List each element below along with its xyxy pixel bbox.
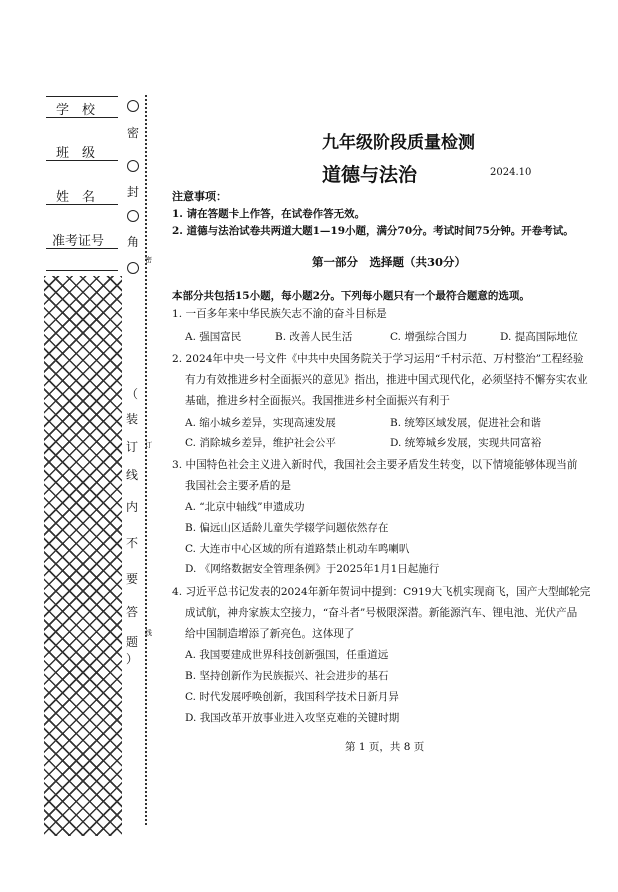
- binding-note-char: 要: [126, 572, 139, 586]
- binding-note-char: 线: [126, 468, 139, 482]
- question-3-stem: 我国社会主要矛盾的是: [185, 480, 291, 492]
- question-2-stem: 有力有效推进乡村全面振兴的意见》指出，推进中国式现代化，必须坚持不懈夯实农业: [185, 374, 588, 386]
- q1-option-d: D. 提高国际地位: [500, 331, 578, 343]
- exam-date: 2024.10: [490, 167, 532, 178]
- note-item: 2. 道德与法治试卷共两道大题1—19小题，满分70分。考试时间75分钟。开卷考试。: [172, 225, 574, 237]
- exam-number-field[interactable]: [46, 248, 118, 249]
- info-top-border: [46, 96, 118, 97]
- binding-note-char: 不: [126, 536, 139, 550]
- seal-circle: [127, 160, 139, 172]
- q4-option-b: B. 坚持创新作为民族振兴、社会进步的基石: [185, 670, 389, 682]
- q2-option-b: B. 统筹区域发展，促进社会和谐: [390, 417, 541, 429]
- q3-option-a: A. “北京中轴线”申遗成功: [185, 501, 305, 513]
- seal-char-feng: 封: [127, 185, 140, 199]
- note-item: 1. 请在答题卡上作答，在试卷作答无效。: [172, 208, 366, 220]
- seal-circle: [127, 100, 139, 112]
- question-3-stem: 3. 中国特色社会主义进入新时代，我国社会主要矛盾发生转变，以下情境能够体现当前: [172, 459, 578, 471]
- school-label: 学 校: [56, 103, 96, 118]
- q3-option-b: B. 偏远山区适龄儿童失学辍学问题依然存在: [185, 522, 389, 534]
- binding-note-char: 订: [126, 440, 139, 454]
- question-2-stem: 2. 2024年中央一号文件《中共中央国务院关于学习运用“千村示范、万村整治”工程经验: [172, 353, 584, 365]
- q1-option-a: A. 强国富民: [185, 331, 242, 343]
- section-title: 第一部分 选择题（共30分）: [312, 255, 467, 269]
- seal-char-jiao: 角: [127, 235, 140, 249]
- q4-option-d: D. 我国改革开放事业进入攻坚克难的关键时期: [185, 712, 400, 724]
- section-instruction: 本部分共包括15小题，每小题2分。下列每小题只有一个最符合题意的选项。: [172, 290, 530, 302]
- name-label: 姓 名: [56, 190, 96, 205]
- school-field[interactable]: [46, 117, 118, 118]
- q2-option-a: A. 缩小城乡差异，实现高速发展: [185, 417, 336, 429]
- q1-option-b: B. 改善人民生活: [275, 331, 353, 343]
- q3-option-d: D. 《网络数据安全管理条例》于2025年1月1日起施行: [185, 563, 440, 575]
- page-number: 第 1 页，共 8 页: [345, 741, 425, 753]
- class-label: 班 级: [56, 146, 96, 161]
- binding-note-char: ）: [126, 652, 139, 666]
- binding-note-char: 内: [126, 500, 139, 514]
- binding-dotted-line: [145, 95, 147, 825]
- q3-option-c: C. 大连市中心区域的所有道路禁止机动车鸣喇叭: [185, 543, 410, 555]
- notes-heading: 注意事项：: [172, 190, 227, 203]
- q2-option-d: D. 统筹城乡发展，实现共同富裕: [390, 437, 542, 449]
- info-bottom-border: [46, 270, 118, 271]
- q4-option-a: A. 我国要建成世界科技创新强国，任重道远: [185, 649, 389, 661]
- subject-title: 道德与法治: [322, 164, 418, 186]
- seal-circle: [127, 262, 139, 274]
- binding-small-mark: 密: [145, 256, 152, 264]
- q2-option-c: C. 消除城乡差异，维护社会公平: [185, 437, 336, 449]
- question-1-stem: 1. 一百多年来中华民族矢志不渝的奋斗目标是: [172, 308, 387, 320]
- name-field[interactable]: [46, 204, 118, 205]
- question-4-stem: 给中国制造增添了新亮色。这体现了: [185, 628, 355, 640]
- class-field[interactable]: [46, 160, 118, 161]
- exam-number-label: 准考证号: [52, 234, 105, 249]
- question-4-stem: 4. 习近平总书记发表的2024年新年贺词中提到：C919大飞机实现商飞，国产大型邮轮完: [172, 586, 591, 598]
- binding-note-char: 装: [126, 412, 139, 426]
- binding-note-char: 答: [126, 605, 139, 619]
- q4-option-c: C. 时代发展呼唤创新，我国科学技术日新月异: [185, 691, 399, 703]
- seal-circle: [127, 210, 139, 222]
- binding-small-mark: 订: [145, 441, 152, 449]
- binding-small-mark: 线: [145, 629, 152, 637]
- binding-note-char: （: [126, 387, 139, 401]
- seal-char-mi: 密: [127, 126, 140, 140]
- question-4-stem: 成试航，神舟家族太空接力，“奋斗者”号极限深潜。新能源汽车、锂电池、光伏产品: [185, 607, 578, 619]
- q1-option-c: C. 增强综合国力: [390, 331, 468, 343]
- crosshatch-pattern: [44, 276, 122, 836]
- question-2-stem: 基础，推进乡村全面振兴。我国推进乡村全面振兴有利于: [185, 395, 450, 407]
- binding-note-char: 题: [126, 635, 139, 649]
- exam-title: 九年级阶段质量检测: [322, 133, 475, 153]
